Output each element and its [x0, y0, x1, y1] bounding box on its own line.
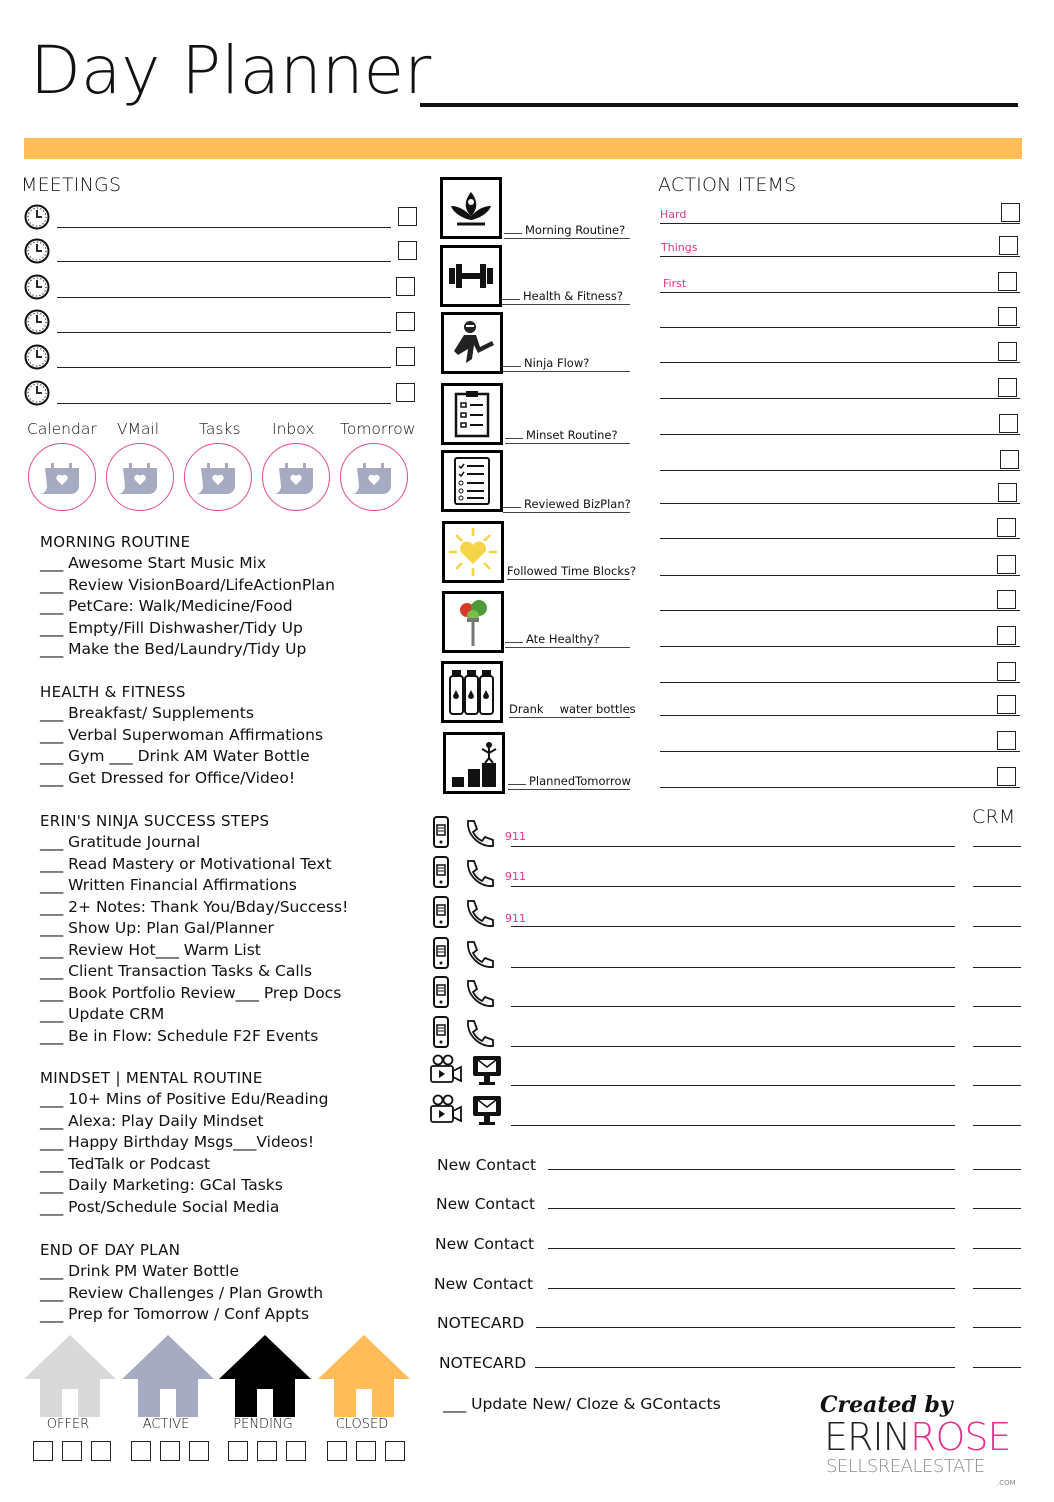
meeting-line[interactable] [57, 367, 391, 368]
pipeline-checkbox[interactable] [385, 1441, 405, 1461]
crm-line[interactable] [973, 1208, 1021, 1209]
action-item-line[interactable] [660, 503, 1020, 504]
pipeline-label: CLOSED [335, 1417, 389, 1432]
task-item[interactable]: ___ Post/Schedule Social Media [40, 1197, 280, 1216]
task-item[interactable]: ___ Review VisionBoard/LifeActionPlan [40, 575, 335, 594]
task-item[interactable]: ___ Review Challenges / Plan Growth [40, 1283, 324, 1302]
routine-underline [502, 304, 630, 305]
task-item[interactable]: ___ Client Transaction Tasks & Calls [40, 962, 313, 980]
routine-label[interactable]: Ate Healthy? [505, 632, 600, 646]
video-camera-icon [429, 1053, 463, 1089]
tab-calendar[interactable]: Calendar [27, 420, 97, 438]
pipeline-checkbox[interactable] [131, 1441, 151, 1461]
action-item-line[interactable] [660, 327, 1020, 328]
house-icon [318, 1333, 410, 1417]
crm-line[interactable] [973, 886, 1021, 887]
call-line[interactable] [511, 967, 955, 968]
action-item-checkbox[interactable] [1000, 450, 1019, 469]
mobile-phone-icon [432, 896, 450, 932]
mobile-phone-icon [432, 816, 450, 852]
clock-icon [24, 344, 50, 370]
action-item-line[interactable] [660, 575, 1020, 576]
call-prefill: 911 [505, 870, 526, 883]
routine-label[interactable]: Drank water bottles [509, 702, 636, 716]
notecard-label: NOTECARD [437, 1314, 525, 1332]
accent-banner [24, 138, 1022, 159]
crm-line[interactable] [973, 1248, 1021, 1249]
routine-underline [503, 512, 630, 513]
action-item-line[interactable] [660, 646, 1020, 647]
call-line[interactable] [511, 1125, 955, 1126]
phone-call-icon [462, 858, 494, 894]
action-item-things: Things [661, 241, 698, 254]
clock-icon [24, 380, 50, 406]
new-contact-label: New Contact [437, 1156, 537, 1174]
crm-line[interactable] [973, 1085, 1021, 1086]
tab-inbox[interactable]: Inbox [272, 420, 315, 438]
task-item[interactable]: ___ Empty/Fill Dishwasher/Tidy Up [40, 618, 303, 637]
crm-line[interactable] [973, 1046, 1021, 1047]
phone-call-icon [462, 939, 494, 975]
calendar-heart-icon[interactable] [106, 443, 174, 511]
action-item-checkbox[interactable] [999, 414, 1018, 433]
crm-line[interactable] [973, 846, 1021, 847]
task-item[interactable]: ___ 2+ Notes: Thank You/Bday/Success! [40, 897, 349, 916]
action-item-line[interactable] [660, 682, 1020, 683]
action-item-checkbox[interactable] [998, 307, 1017, 326]
call-prefill: 911 [505, 830, 526, 843]
pipeline-checkbox[interactable] [189, 1441, 209, 1461]
pipeline-checkbox[interactable] [356, 1441, 376, 1461]
action-item-line[interactable] [660, 610, 1020, 611]
mobile-phone-icon [432, 937, 450, 973]
crm-line[interactable] [973, 926, 1021, 927]
phone-call-icon [462, 1018, 494, 1054]
action-item-checkbox[interactable] [1001, 203, 1020, 222]
clipboard-icon [441, 383, 503, 445]
contact-line[interactable] [535, 1367, 955, 1368]
meetings-heading: MEETINGS [21, 174, 122, 196]
call-line[interactable] [511, 1085, 955, 1086]
routine-underline [504, 238, 630, 239]
mobile-phone-icon [432, 1016, 450, 1052]
section-title: MINDSET | MENTAL ROUTINE [40, 1069, 263, 1087]
call-line[interactable] [511, 846, 955, 847]
action-item-line[interactable] [660, 362, 1020, 363]
action-item-checkbox[interactable] [997, 590, 1016, 609]
action-item-line[interactable] [660, 787, 1020, 788]
routine-label[interactable]: PlannedTomorrow [508, 774, 631, 788]
sun-heart-icon [442, 521, 504, 583]
action-item-line[interactable] [660, 751, 1020, 752]
video-camera-icon [429, 1093, 463, 1129]
video-email-icon [470, 1093, 504, 1131]
update-contacts-task[interactable]: ___ Update New/ Cloze & GContacts [443, 1395, 721, 1413]
new-contact-label: New Contact [434, 1275, 534, 1293]
clock-icon [24, 274, 50, 300]
task-item[interactable]: ___ PetCare: Walk/Medicine/Food [40, 597, 293, 615]
task-item[interactable]: ___ Breakfast/ Supplements [40, 704, 254, 722]
tab-vmail[interactable]: VMail [117, 420, 160, 438]
meeting-checkbox[interactable] [398, 241, 417, 260]
page-title: Day Planner [30, 32, 432, 109]
crm-line[interactable] [973, 1006, 1021, 1007]
task-item[interactable]: ___ Drink PM Water Bottle [40, 1262, 240, 1280]
contact-line[interactable] [548, 1248, 955, 1249]
task-item[interactable]: ___ Update CRM [40, 1005, 165, 1023]
action-item-line[interactable] [660, 292, 1020, 293]
action-item-checkbox[interactable] [997, 626, 1016, 645]
task-item[interactable]: ___ Read Mastery or Motivational Text [40, 854, 332, 873]
action-item-checkbox[interactable] [997, 695, 1016, 714]
checklist-icon [441, 450, 503, 512]
tab-tomorrow[interactable]: Tomorrow [340, 420, 416, 438]
crm-line[interactable] [973, 967, 1021, 968]
call-line[interactable] [511, 1046, 955, 1047]
routine-label[interactable]: Minset Routine? [505, 428, 618, 442]
task-item[interactable]: ___ Verbal Superwoman Affirmations [40, 725, 324, 744]
pipeline-checkbox[interactable] [327, 1441, 347, 1461]
routine-underline [503, 371, 630, 372]
action-item-checkbox[interactable] [997, 662, 1016, 681]
meeting-line[interactable] [57, 332, 391, 333]
routine-label[interactable]: Health & Fitness? [502, 289, 623, 303]
dumbbell-icon [440, 245, 502, 307]
meeting-checkbox[interactable] [396, 277, 415, 296]
action-item-checkbox[interactable] [998, 378, 1017, 397]
action-item-checkbox[interactable] [997, 518, 1016, 537]
section-title: ERIN'S NINJA SUCCESS STEPS [40, 812, 270, 830]
routine-label[interactable]: Ninja Flow? [503, 356, 589, 370]
water-bottles-icon [441, 661, 503, 723]
date-line[interactable] [420, 103, 1018, 107]
contact-line[interactable] [536, 1327, 955, 1328]
call-line[interactable] [511, 886, 955, 887]
pipeline-checkbox[interactable] [228, 1441, 248, 1461]
task-item[interactable]: ___ Written Financial Affirmations [40, 876, 297, 894]
action-item-line[interactable] [660, 256, 1020, 257]
routine-underline [505, 443, 630, 444]
calendar-heart-icon[interactable] [340, 443, 408, 511]
meeting-line[interactable] [57, 403, 391, 404]
calendar-heart-icon[interactable] [28, 443, 96, 511]
brand-tld: .COM [997, 1479, 1016, 1487]
routine-underline [507, 579, 630, 580]
action-item-checkbox[interactable] [997, 767, 1016, 786]
pipeline-checkbox[interactable] [257, 1441, 277, 1461]
crm-line[interactable] [973, 1169, 1021, 1170]
notecard-label: NOTECARD [439, 1354, 527, 1372]
contact-line[interactable] [548, 1288, 955, 1289]
phone-call-icon [462, 818, 494, 854]
task-item[interactable]: ___ Happy Birthday Msgs___Videos! [40, 1133, 315, 1151]
pipeline-checkbox[interactable] [160, 1441, 180, 1461]
task-item[interactable]: ___ Book Portfolio Review___ Prep Docs [40, 983, 342, 1002]
phone-call-icon [462, 978, 494, 1014]
routine-underline [509, 717, 630, 718]
mobile-phone-icon [432, 856, 450, 892]
new-contact-label: New Contact [435, 1235, 535, 1253]
pipeline-label: OFFER [46, 1417, 90, 1432]
call-line[interactable] [511, 1006, 955, 1007]
task-item[interactable]: ___ Daily Marketing: GCal Tasks [40, 1176, 283, 1194]
task-item[interactable]: ___ Gratitude Journal [40, 833, 201, 851]
action-item-checkbox[interactable] [997, 731, 1016, 750]
brand-tagline: SELLSREALESTATE [826, 1456, 985, 1477]
routine-label[interactable]: Morning Routine? [504, 223, 625, 237]
action-item-hard: Hard [660, 208, 687, 221]
clock-icon [24, 238, 50, 264]
brand-logo: ERINROSE [824, 1415, 1011, 1459]
meeting-checkbox[interactable] [396, 347, 415, 366]
meeting-checkbox[interactable] [396, 383, 415, 402]
routine-underline [505, 647, 630, 648]
calendar-heart-icon[interactable] [184, 443, 252, 511]
routine-label[interactable]: Reviewed BizPlan? [503, 497, 631, 511]
phone-call-icon [462, 898, 494, 934]
routine-underline [508, 789, 630, 790]
video-email-icon [470, 1053, 504, 1091]
house-icon [122, 1333, 214, 1417]
task-item[interactable]: ___ Gym ___ Drink AM Water Bottle [40, 747, 310, 765]
pipeline-label: ACTIVE [142, 1417, 190, 1432]
action-item-line[interactable] [660, 223, 1020, 224]
section-title: HEALTH & FITNESS [40, 683, 186, 701]
task-item[interactable]: ___ Get Dressed for Office/Video! [40, 768, 296, 787]
calendar-heart-icon[interactable] [262, 443, 330, 511]
action-item-checkbox[interactable] [999, 236, 1018, 255]
meeting-line[interactable] [57, 261, 391, 262]
meeting-checkbox[interactable] [398, 207, 417, 226]
task-item[interactable]: ___ Prep for Tomorrow / Conf Appts [40, 1305, 310, 1323]
action-item-line[interactable] [660, 434, 1020, 435]
crm-line[interactable] [973, 1367, 1021, 1368]
crm-line[interactable] [973, 1125, 1021, 1126]
clock-icon [24, 309, 50, 335]
podium-icon [443, 732, 505, 794]
created-by: Created by [820, 1392, 953, 1418]
routine-label[interactable]: Followed Time Blocks? [507, 564, 637, 578]
task-item[interactable]: ___ Review Hot___ Warm List [40, 940, 261, 959]
call-prefill: 911 [505, 912, 526, 925]
ninja-icon [441, 312, 503, 374]
section-title: END OF DAY PLAN [40, 1241, 181, 1259]
fork-salad-icon [442, 591, 504, 653]
action-item-checkbox[interactable] [998, 342, 1017, 361]
clock-icon [24, 204, 50, 230]
action-item-line[interactable] [660, 715, 1020, 716]
action-item-line[interactable] [660, 470, 1020, 471]
action-item-checkbox[interactable] [998, 483, 1017, 502]
meeting-line[interactable] [57, 227, 391, 228]
call-line[interactable] [511, 926, 955, 927]
pipeline-label: PENDING [233, 1417, 293, 1432]
task-item[interactable]: ___ Make the Bed/Laundry/Tidy Up [40, 640, 307, 658]
task-item[interactable]: ___ Be in Flow: Schedule F2F Events [40, 1026, 319, 1045]
contact-line[interactable] [548, 1208, 955, 1209]
action-item-checkbox[interactable] [997, 555, 1016, 574]
meeting-checkbox[interactable] [396, 312, 415, 331]
action-item-checkbox[interactable] [998, 272, 1017, 291]
task-item[interactable]: ___ Show Up: Plan Gal/Planner [40, 919, 274, 937]
contact-line[interactable] [548, 1169, 955, 1170]
new-contact-label: New Contact [436, 1195, 536, 1213]
pipeline-checkbox[interactable] [62, 1441, 82, 1461]
task-item[interactable]: ___ TedTalk or Podcast [40, 1154, 211, 1173]
action-items-heading: ACTION ITEMS [658, 174, 797, 196]
crm-heading: CRM [972, 806, 1016, 828]
meeting-line[interactable] [57, 297, 391, 298]
lotus-icon [440, 177, 502, 239]
task-item[interactable]: ___ Alexa: Play Daily Mindset [40, 1111, 264, 1130]
crm-line[interactable] [973, 1288, 1021, 1289]
section-title: MORNING ROUTINE [40, 533, 191, 551]
task-item[interactable]: ___ Awesome Start Music Mix [40, 554, 267, 572]
action-item-first: First [663, 277, 687, 290]
pipeline-checkbox[interactable] [33, 1441, 53, 1461]
pipeline-checkbox[interactable] [91, 1441, 111, 1461]
tab-tasks[interactable]: Tasks [199, 420, 241, 438]
pipeline-checkbox[interactable] [286, 1441, 306, 1461]
action-item-line[interactable] [660, 538, 1020, 539]
mobile-phone-icon [432, 976, 450, 1012]
crm-line[interactable] [973, 1327, 1021, 1328]
task-item[interactable]: ___ 10+ Mins of Positive Edu/Reading [40, 1090, 329, 1108]
action-item-line[interactable] [660, 398, 1020, 399]
house-icon [219, 1333, 311, 1417]
house-icon [24, 1333, 116, 1417]
